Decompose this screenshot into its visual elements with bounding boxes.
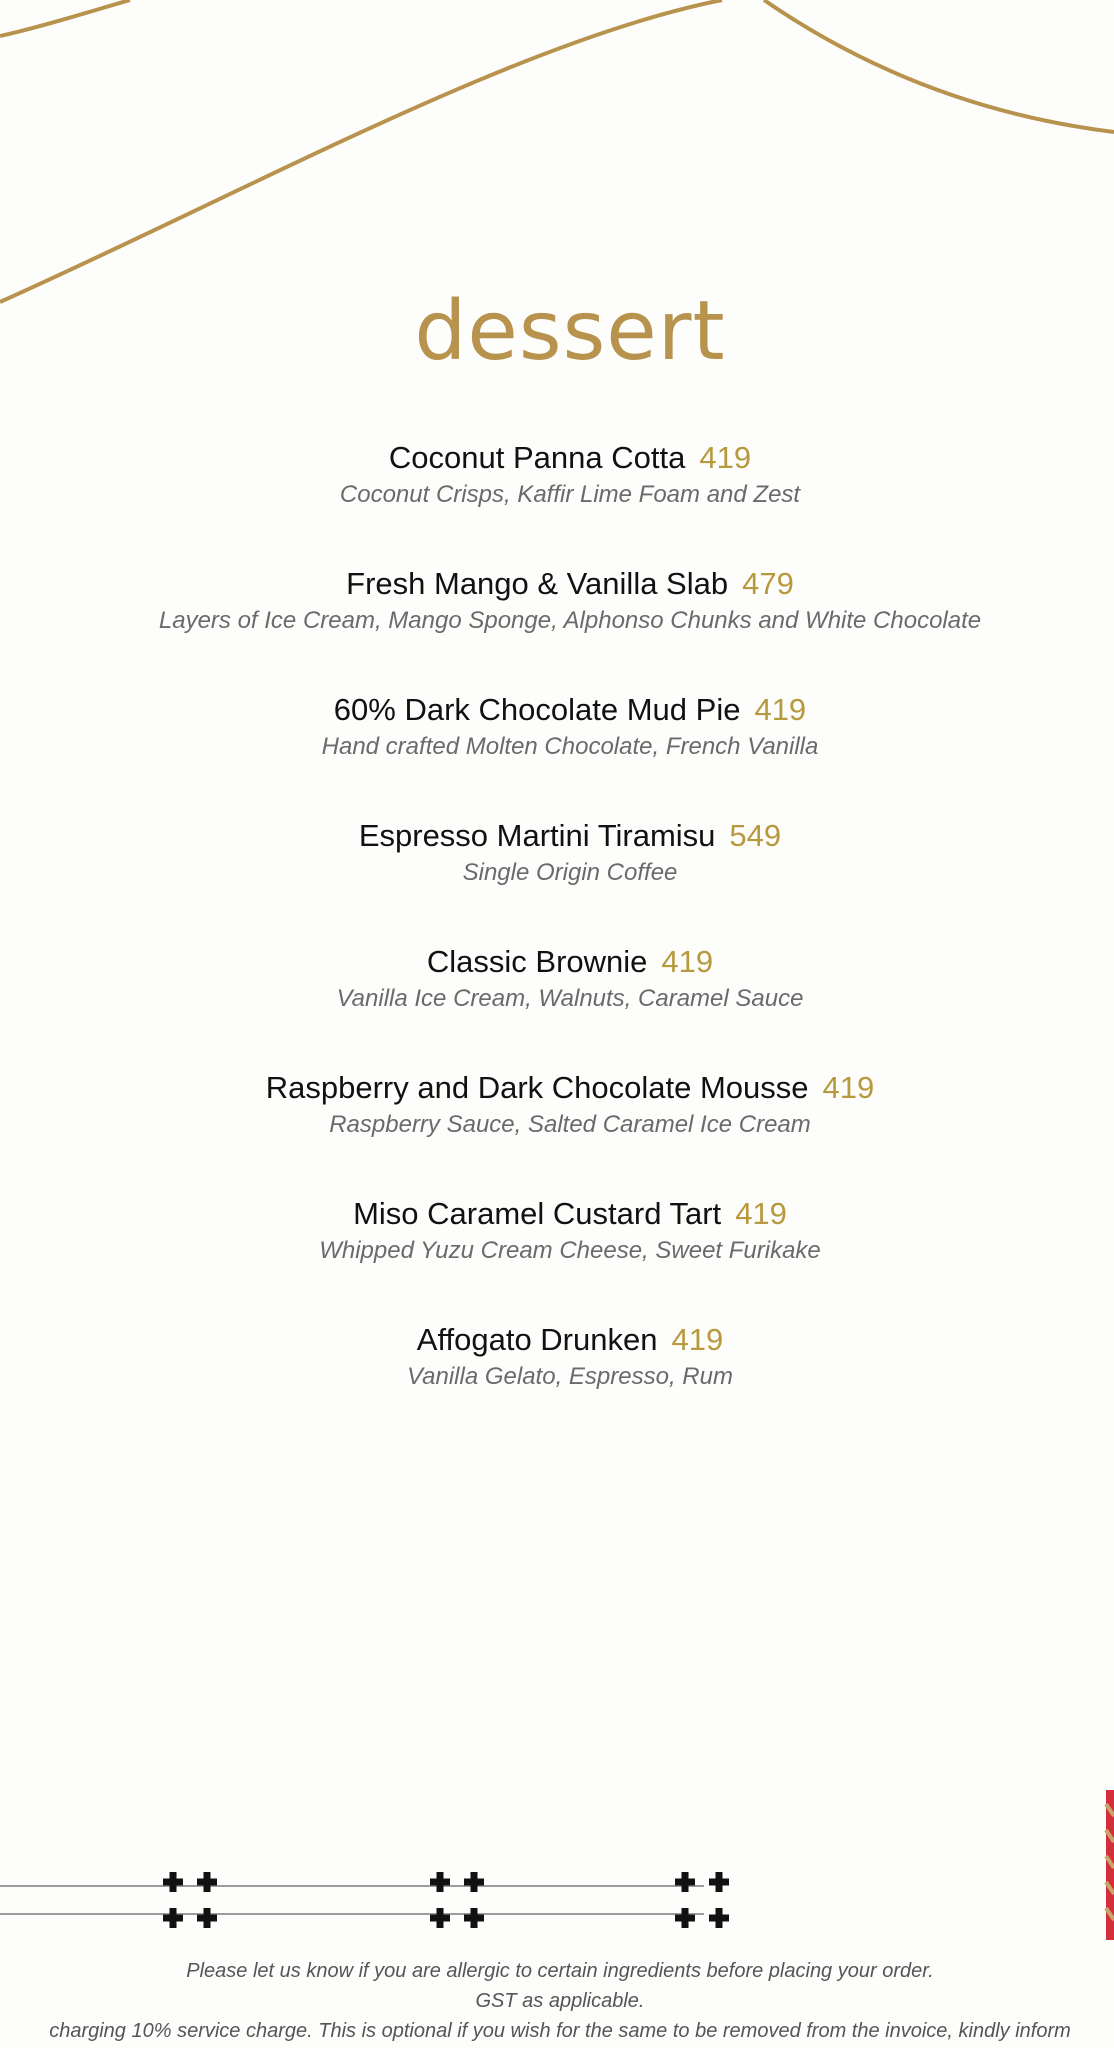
ornamental-divider — [0, 1790, 1114, 1940]
menu-item — [0, 562, 1114, 688]
item-price: 419 — [754, 692, 807, 727]
item-name: 60% Dark Chocolate Mud Pie — [333, 692, 741, 727]
service-charge-note: charging 10% service charge. This is optional if you wish for the same to be removed from the invoice, kindly inform — [49, 2020, 1071, 2042]
item-price: 419 — [661, 944, 714, 979]
menu-item — [0, 688, 1114, 814]
item-name: Coconut Panna Cotta — [388, 440, 686, 475]
allergy-note: Please let us know if you are allergic to certain ingredients before placing your order. — [186, 1960, 934, 1982]
item-name: Classic Brownie — [426, 944, 648, 979]
item-name: Espresso Martini Tiramisu — [358, 818, 716, 853]
dessert-menu-list — [0, 436, 1114, 1444]
item-description: Raspberry Sauce, Salted Caramel Ice Cream — [329, 1111, 811, 1138]
item-price: 549 — [729, 818, 782, 853]
tax-note: GST as applicable. — [475, 1990, 645, 2012]
item-name: Affogato Drunken — [416, 1322, 658, 1357]
item-description: Hand crafted Molten Chocolate, French Vanilla — [321, 733, 819, 760]
cross-ornament — [163, 1872, 217, 1928]
menu-item — [0, 1192, 1114, 1318]
item-price: 419 — [699, 440, 752, 475]
decorative-curves — [0, 0, 1114, 320]
item-price: 419 — [671, 1322, 724, 1357]
item-description: Vanilla Ice Cream, Walnuts, Caramel Sauce — [336, 985, 804, 1012]
menu-item — [0, 1066, 1114, 1192]
item-price: 419 — [822, 1070, 875, 1105]
cross-ornament — [675, 1872, 729, 1928]
item-description: Single Origin Coffee — [462, 859, 678, 886]
item-description: Whipped Yuzu Cream Cheese, Sweet Furikake — [319, 1237, 821, 1264]
item-name: Fresh Mango & Vanilla Slab — [346, 566, 729, 601]
item-description: Coconut Crisps, Kaffir Lime Foam and Zest — [339, 481, 801, 508]
item-price: 479 — [742, 566, 794, 601]
item-description: Layers of Ice Cream, Mango Sponge, Alphonso Chunks and White Chocolate — [158, 607, 982, 634]
cross-ornament — [430, 1872, 484, 1928]
item-name: Miso Caramel Custard Tart — [353, 1196, 722, 1231]
item-name: Raspberry and Dark Chocolate Mousse — [265, 1070, 809, 1105]
edge-stripe-ornament — [1106, 1790, 1114, 1940]
menu-item — [0, 1318, 1114, 1444]
menu-item — [0, 436, 1114, 562]
item-price: 419 — [735, 1196, 787, 1231]
footer-notes — [0, 1956, 1114, 2046]
item-description: Vanilla Gelato, Espresso, Rum — [407, 1363, 733, 1390]
menu-title: dessert — [414, 284, 726, 379]
menu-item — [0, 940, 1114, 1066]
menu-item — [0, 814, 1114, 940]
